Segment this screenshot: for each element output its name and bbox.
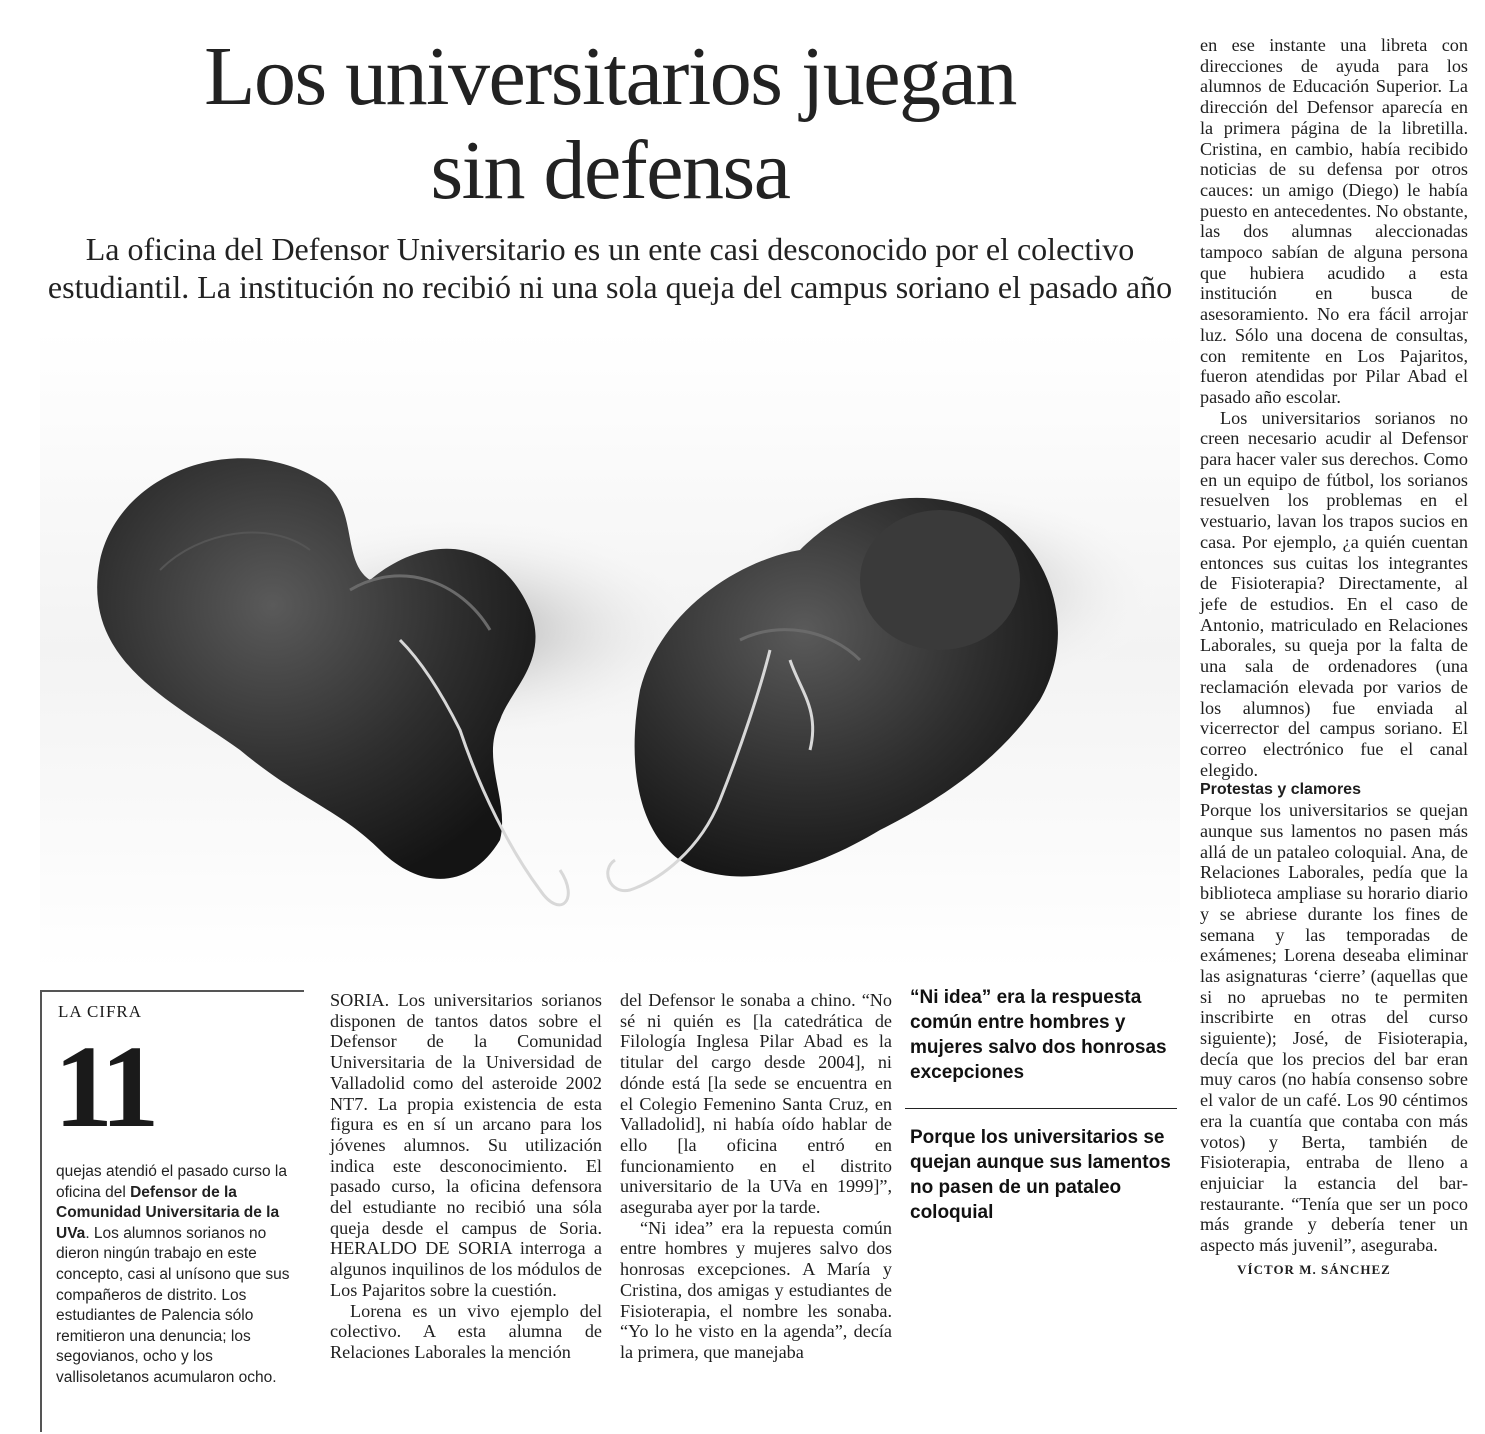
cifra-label: LA CIFRA xyxy=(58,1002,143,1021)
col2-paragraph-1: SORIA. Los universitarios sorianos disponen de tantos datos sobre el Defensor de la Comunidad Universitaria de la Universidad de Valladolid como del asteroide 2002 NT7. La propia existencia de esta figura es en sí un arcano para los jóvenes alumnos. Su utilización indica este desconocimiento. El pasado curso, la oficina defensora del estudiante no recibió una sóla queja desde el campus de Soria. HERALDO DE SORIA interroga a algunos inquilinos de los módulos de Los Pajaritos sobre la cuestión. xyxy=(330,990,602,1300)
deck-line-1: La oficina del Defensor Universitario es un ente casi desconocido por el colectivo xyxy=(85,231,1135,267)
pull-quote-1: “Ni idea” era la respuesta común entre hombres y mujeres salvo dos honrosas excepciones xyxy=(910,987,1167,1083)
cifra-text xyxy=(56,1162,306,1389)
headline-line-1: Los universitarios juegan xyxy=(204,30,1016,123)
right-paragraph-2: Los universitarios sorianos no creen necesario acudir al Defensor para hacer valer sus derechos. Como en un equipo de fútbol, los sorianos resuelven los problemas en el vestuario, lavan los trapos sucios en casa. Por ejemplo, ¿a quién cuentan entonces sus cuitas los integrantes de Fisioterapia? Directamente, al jefe de estudios. En el caso de Antonio, matriculado en Relaciones Laborales, su queja por la falta de una sala de ordenadores (una reclamación elevada por varios de los alumnos) fue enviada al vicerrector del campus soriano. El correo electrónico fue el canal elegido. xyxy=(1200,407,1468,780)
right-column xyxy=(1200,35,1468,1280)
cifra-number: 11 xyxy=(54,1021,154,1152)
deck-line-2: estudiantil. La institución no recibió ni una sola queja del campus soriano el pasado año xyxy=(47,269,1173,305)
headline xyxy=(90,30,1130,218)
deck xyxy=(40,230,1180,306)
cifra-text-a: quejas atendió el pasado curso la oficina del xyxy=(56,1163,287,1201)
right-paragraph-1: en ese instante una libreta con direcciones de ayuda para los alumnos de Educación Superior. La dirección del Defensor aparecía en la primera página de la libretilla. Cristina, en cambio, había recibido noticias de su defensa por otros cauces: un amigo (Diego) le había puesto en antecedentes. No obstante, las dos alumnas aleccionadas tampoco sabían de alguna persona que hubiera acudido a esta institución en busca de asesoramiento. No era fácil arrojar luz. Sólo una docena de consultas, con remitente en Los Pajaritos, fueron atendidas por Pilar Abad el pasado año escolar. xyxy=(1200,35,1468,407)
col2-paragraph-2: Lorena es un vivo ejemplo del colectivo. A esta alumna de Relaciones Laborales la mención xyxy=(330,1300,602,1362)
body-column-3 xyxy=(620,990,892,1363)
right-paragraph-3: Porque los universitarios se quejan aunque sus lamentos no pasen más allá de un pataleo coloquial. Ana, de Relaciones Laborales, pedía que la biblioteca ampliase su horario diario y se abriese durante los fines de semana y las temporadas de exámenes; Lorena deseaba eliminar las asignaturas ‘cierre’ (aquellas que si no apruebas no te permiten inscribirte en otras del curso siguiente); José, de Fisioterapia, decía que los precios del bar eran muy caros (no había consenso sobre el valor de un café. Los 90 céntimos era la cuantía que contaba con más votos) y Berta, también de Fisioterapia, entraba de lleno a enjuiciar la estancia del bar-restaurante. “Tenía que ser un poco más grande y debería tener un aspecto más juvenil”, aseguraba. xyxy=(1200,800,1468,1256)
subhead-protestas: Protestas y clamores xyxy=(1200,781,1361,799)
cifra-text-b: . Los alumnos sorianos no dieron ningún trabajo en este concepto, casi al unísono que sus compañeros de distrito. Los estudiantes de Palencia sólo remitieron una denuncia; los segovianos, ocho y los vallisoletanos acumularon ocho. xyxy=(56,1224,290,1386)
quote-divider xyxy=(905,1108,1177,1109)
la-cifra-box xyxy=(40,990,304,1432)
boxing-gloves-photo xyxy=(40,330,1180,970)
col3-paragraph-1: del Defensor le sonaba a chino. “No sé ni quién es [la catedrática de Filología Inglesa Pilar Abad es la titular del cargo desde 2004], ni dónde está [la sede se encuentra en el Colegio Femenino Santa Cruz, en Valladolid], ni había oído hablar de ello [la oficina entró en funcionamiento en el distrito universitario de la UVa en 1999]”, aseguraba ayer por la tarde. xyxy=(620,990,892,1218)
col3-paragraph-2: “Ni idea” era la repuesta común entre hombres y mujeres salvo dos honrosas excepciones. A María y Cristina, dos amigas y estudiantes de Fisioterapia, el nombre les sonaba. “Yo lo he visto en la agenda”, decía la primera, que manejaba xyxy=(620,1217,892,1362)
pull-quote-2: Porque los universitarios se quejan aunque sus lamentos no pasen de un pataleo coloquial xyxy=(910,1127,1171,1223)
headline-line-2: sin defensa xyxy=(430,124,790,217)
cifra-text-bold: Defensor de la Comunidad Universitaria de la UVa xyxy=(56,1183,280,1242)
body-column-2 xyxy=(330,990,602,1363)
byline: VÍCTOR M. SÁNCHEZ xyxy=(1237,1261,1391,1277)
